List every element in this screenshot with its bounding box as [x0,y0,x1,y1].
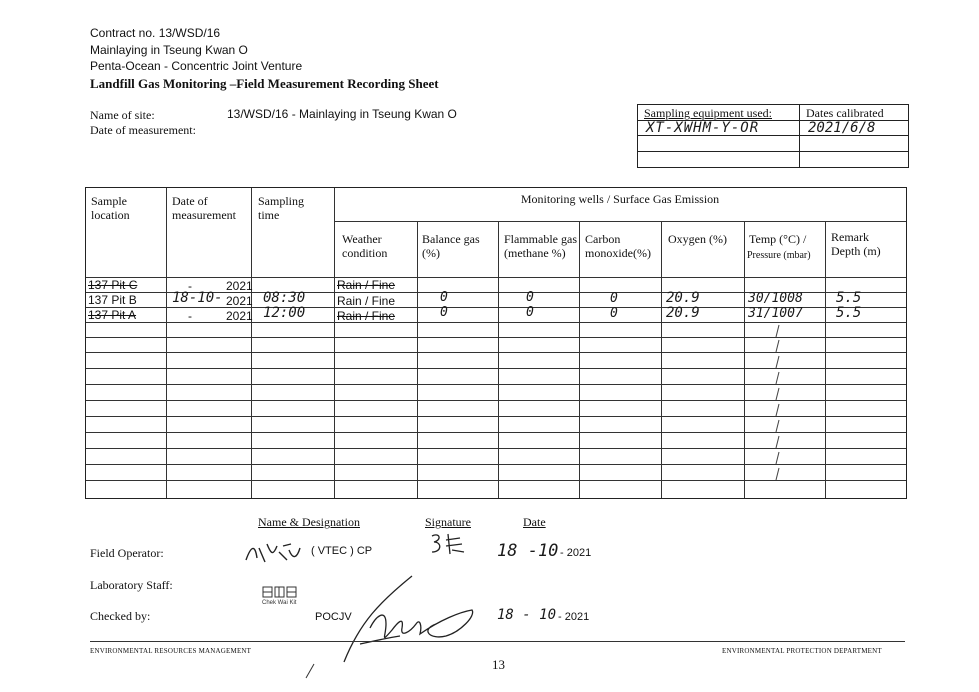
checked-date-year: - 2021 [558,611,590,623]
empty-cell-slashes [746,323,826,483]
field-operator-date-hand: 18 -10 [497,541,559,561]
header-sample-location: Sample location [91,194,130,222]
row3-location: 137 Pit A [88,308,137,322]
row1-date-year: 2021 [226,279,253,293]
row2-co: 0 [610,291,618,306]
field-operator-date-year: - 2021 [560,547,592,559]
measurement-table [85,187,907,499]
row3-flammable: 0 [526,305,534,320]
row2-date-hand: 18-10- [172,290,223,306]
checked-by-label: Checked by: [90,609,151,623]
checked-date-hand: 18 - 10 [497,607,557,623]
row2-time: 08:30 [263,290,306,306]
row1-location: 137 Pit C [88,278,138,292]
row2-date-year: 2021 [226,294,253,308]
header-remark: Remark Depth (m) [831,230,881,258]
header-date-of-measurement: Date of measurement [172,194,236,222]
row3-remark: 5.5 [836,305,862,321]
page-number: 13 [492,657,505,672]
row3-balance: 0 [440,305,448,320]
field-operator-name-handwritten [243,538,303,568]
col-date: Date [523,515,546,529]
header-monitoring-group: Monitoring wells / Surface Gas Emission [520,192,720,206]
row2-location: 137 Pit B [88,293,137,307]
header-sampling-time: Sampling time [258,194,305,222]
row3-oxygen: 20.9 [666,305,700,321]
header-temp: Temp (°C) / [749,232,807,246]
header-balance-gas: Balance gas (%) [422,232,480,260]
site-name-label: Name of site: [90,108,155,122]
row3-date-year: 2021 [226,309,253,323]
col-name-designation: Name & Designation [258,515,360,529]
footer-left: ENVIRONMENTAL RESOURCES MANAGEMENT [90,647,252,655]
row2-flammable: 0 [526,290,534,305]
footer-rule [90,641,905,642]
equipment-value: XT-XWHM-Y-OR [646,120,760,136]
checked-name-stamp [262,585,298,599]
header-weather: Weather condition [342,232,388,260]
calibrated-header: Dates calibrated [806,106,884,120]
header-carbon-monoxide: Carbon monoxide(%) [585,232,651,260]
footer-right: ENVIRONMENTAL PROTECTION DEPARTMENT [722,647,882,655]
row2-weather: Rain / Fine [337,294,396,308]
col-signature: Signature [425,515,471,529]
field-operator-org: ( VTEC ) CP [311,545,373,557]
row1-date-dash: - [188,279,192,293]
field-operator-signature [428,530,468,558]
row2-balance: 0 [440,290,448,305]
calibrated-value: 2021/6/8 [808,120,876,136]
contractor-name: Penta-Ocean - Concentric Joint Venture [90,59,303,73]
measurement-date-label: Date of measurement: [90,123,196,137]
row3-date-dash: - [188,309,192,323]
project-name: Mainlaying in Tseung Kwan O [90,43,248,57]
row3-co: 0 [610,306,618,321]
row3-weather: Rain / Fine [337,309,396,323]
checked-org: POCJV [315,611,352,623]
sheet-title: Landfill Gas Monitoring –Field Measurement Recording Sheet [90,76,439,91]
checked-name-english: Chek Wai Kit [262,600,297,606]
equipment-table [637,104,909,168]
contract-number: Contract no. 13/WSD/16 [90,26,221,40]
row3-temp: 31/1007 [748,306,803,321]
header-flammable-gas: Flammable gas (methane %) [504,232,577,260]
lab-staff-label: Laboratory Staff: [90,578,173,592]
site-name-value: 13/WSD/16 - Mainlaying in Tseung Kwan O [227,107,457,121]
checked-signature [300,572,480,682]
field-operator-label: Field Operator: [90,546,164,560]
row2-remark: 5.5 [836,290,862,306]
equipment-header: Sampling equipment used: [644,106,772,120]
row2-oxygen: 20.9 [666,290,700,306]
header-oxygen: Oxygen (%) [668,232,727,246]
row2-temp: 30/1008 [748,291,803,306]
header-pressure: Pressure (mbar) [747,250,811,261]
row3-time: 12:00 [263,305,306,321]
row1-weather: Rain / Fine [337,278,396,292]
